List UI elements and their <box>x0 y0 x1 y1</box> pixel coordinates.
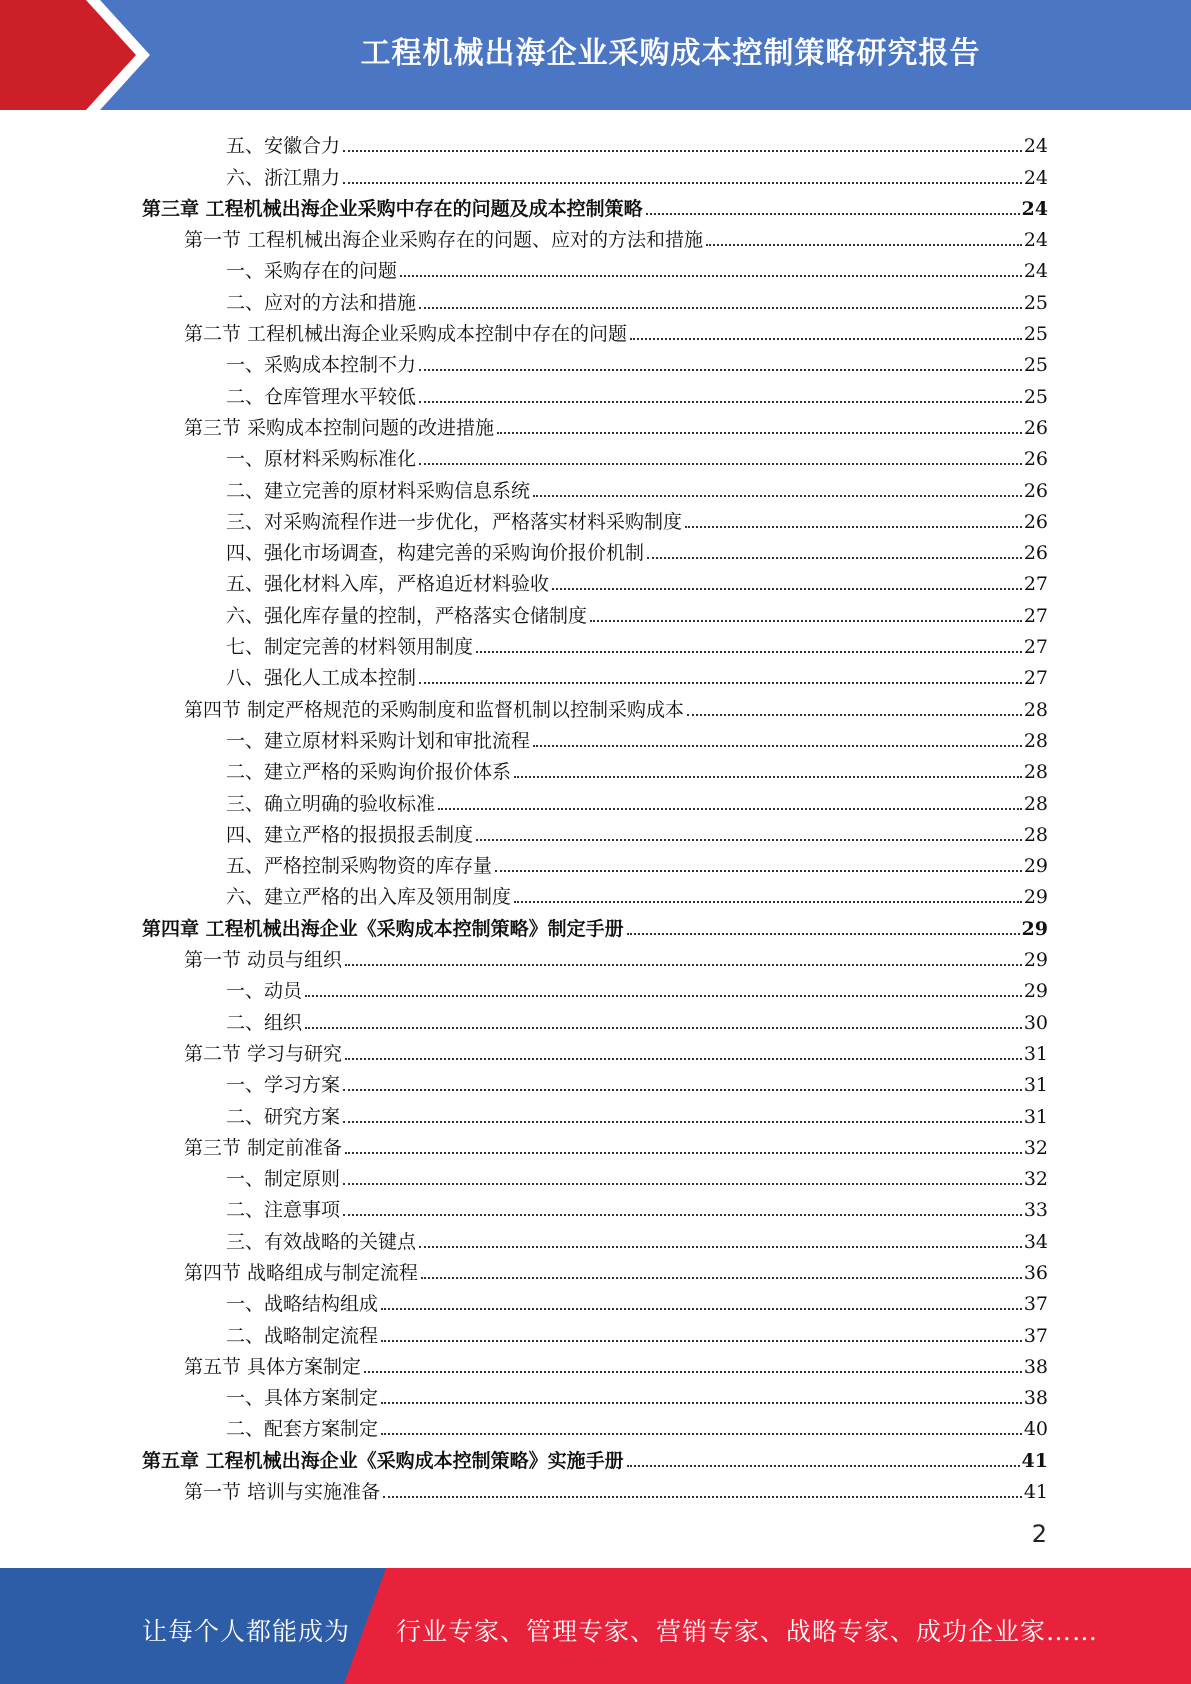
toc-entry-label: 二、建立完善的原材料采购信息系统 <box>226 479 531 502</box>
toc-entry-label: 三、对采购流程作进一步优化，严格落实材料采购制度 <box>226 510 683 533</box>
toc-item-entry[interactable] <box>142 503 1048 534</box>
toc-item-entry[interactable] <box>142 252 1048 283</box>
toc-entry-page: 37 <box>1023 1324 1048 1347</box>
toc-item-entry[interactable] <box>142 816 1048 847</box>
toc-item-entry[interactable] <box>142 346 1048 377</box>
toc-section-entry[interactable] <box>142 1035 1048 1066</box>
toc-dot-leader <box>345 963 1022 966</box>
toc-entry-label: 第一节 动员与组织 <box>184 949 343 972</box>
toc-entry-label: 二、应对的方法和措施 <box>226 291 417 314</box>
report-title: 工程机械出海企业采购成本控制策略研究报告 <box>360 36 981 71</box>
toc-entry-page: 41 <box>1023 1481 1048 1504</box>
toc-entry-page: 27 <box>1023 573 1048 596</box>
toc-entry-label: 四、强化市场调查，构建完善的采购询价报价机制 <box>226 542 645 565</box>
toc-item-entry[interactable] <box>142 534 1048 565</box>
toc-dot-leader <box>646 212 1020 215</box>
toc-item-entry[interactable] <box>142 1160 1048 1191</box>
table-of-contents <box>142 127 1048 1504</box>
toc-entry-page: 25 <box>1023 291 1048 314</box>
toc-entry-page: 27 <box>1023 604 1048 627</box>
toc-entry-label: 六、建立严格的出入库及领用制度 <box>226 886 512 909</box>
toc-entry-label: 二、组织 <box>226 1011 303 1034</box>
toc-entry-page: 29 <box>1021 917 1048 940</box>
toc-entry-page: 24 <box>1021 197 1048 220</box>
toc-entry-page: 27 <box>1023 636 1048 659</box>
toc-entry-label: 一、建立原材料采购计划和审批流程 <box>226 729 531 752</box>
toc-dot-leader <box>383 1495 1022 1498</box>
toc-entry-label: 第四节 战略组成与制定流程 <box>184 1261 419 1284</box>
toc-section-entry[interactable] <box>142 941 1048 972</box>
toc-entry-label: 二、注意事项 <box>226 1199 341 1222</box>
toc-entry-label: 第四节 制定严格规范的采购制度和监督机制以控制采购成本 <box>184 698 685 721</box>
toc-dot-leader <box>381 1307 1022 1310</box>
page-header <box>0 0 1191 110</box>
toc-dot-leader <box>476 838 1022 841</box>
toc-dot-leader <box>476 650 1022 653</box>
toc-entry-label: 一、原材料采购标准化 <box>226 448 417 471</box>
toc-section-entry[interactable] <box>142 1129 1048 1160</box>
toc-section-entry[interactable] <box>142 1473 1048 1504</box>
toc-item-entry[interactable] <box>142 1191 1048 1222</box>
toc-entry-page: 28 <box>1023 761 1048 784</box>
toc-chapter-entry[interactable] <box>142 1441 1048 1472</box>
toc-item-entry[interactable] <box>142 784 1048 815</box>
toc-item-entry[interactable] <box>142 1285 1048 1316</box>
toc-entry-label: 三、确立明确的验收标准 <box>226 792 436 815</box>
toc-entry-label: 一、战略结构组成 <box>226 1293 379 1316</box>
toc-section-entry[interactable] <box>142 1348 1048 1379</box>
toc-entry-label: 二、仓库管理水平较低 <box>226 385 417 408</box>
toc-entry-label: 五、安徽合力 <box>226 135 341 158</box>
toc-entry-page: 34 <box>1023 1230 1048 1253</box>
toc-dot-leader <box>419 1245 1022 1248</box>
toc-entry-page: 26 <box>1023 479 1048 502</box>
toc-dot-leader <box>552 587 1022 590</box>
toc-dot-leader <box>514 775 1022 778</box>
toc-entry-label: 第二节 学习与研究 <box>184 1042 343 1065</box>
toc-dot-leader <box>687 713 1022 716</box>
toc-item-entry[interactable] <box>142 847 1048 878</box>
toc-entry-page: 37 <box>1023 1293 1048 1316</box>
toc-item-entry[interactable] <box>142 1316 1048 1347</box>
toc-dot-leader <box>495 869 1022 872</box>
footer-slogan-left: 让每个人都能成为 <box>142 1617 351 1646</box>
toc-dot-leader <box>343 149 1022 152</box>
toc-entry-label: 第三节 采购成本控制问题的改进措施 <box>184 416 495 439</box>
toc-dot-leader <box>364 1370 1022 1373</box>
toc-entry-label: 第一节 工程机械出海企业采购存在的问题、应对的方法和措施 <box>184 229 704 252</box>
toc-item-entry[interactable] <box>142 596 1048 627</box>
toc-entry-page: 32 <box>1023 1136 1048 1159</box>
toc-entry-page: 25 <box>1023 323 1048 346</box>
toc-entry-label: 二、战略制定流程 <box>226 1324 379 1347</box>
page-footer <box>0 1568 1191 1684</box>
toc-dot-leader <box>343 1088 1022 1091</box>
toc-entry-label: 八、强化人工成本控制 <box>226 667 417 690</box>
toc-item-entry[interactable] <box>142 1066 1048 1097</box>
toc-entry-label: 第五节 具体方案制定 <box>184 1355 362 1378</box>
toc-entry-page: 30 <box>1023 1011 1048 1034</box>
toc-dot-leader <box>627 1464 1020 1467</box>
toc-dot-leader <box>514 900 1022 903</box>
toc-entry-label: 二、建立严格的采购询价报价体系 <box>226 761 512 784</box>
toc-dot-leader <box>381 1432 1022 1435</box>
toc-dot-leader <box>419 681 1022 684</box>
toc-entry-page: 26 <box>1023 510 1048 533</box>
toc-chapter-entry[interactable] <box>142 909 1048 940</box>
toc-entry-label: 第二节 工程机械出海企业采购成本控制中存在的问题 <box>184 323 628 346</box>
toc-entry-label: 一、制定原则 <box>226 1168 341 1191</box>
toc-section-entry[interactable] <box>142 409 1048 440</box>
toc-item-entry[interactable] <box>142 440 1048 471</box>
toc-entry-label: 一、动员 <box>226 980 303 1003</box>
toc-dot-leader <box>419 306 1022 309</box>
toc-item-entry[interactable] <box>142 565 1048 596</box>
toc-item-entry[interactable] <box>142 377 1048 408</box>
toc-entry-page: 40 <box>1023 1418 1048 1441</box>
toc-entry-label: 六、浙江鼎力 <box>226 166 341 189</box>
toc-dot-leader <box>533 494 1022 497</box>
toc-entry-page: 25 <box>1023 354 1048 377</box>
toc-dot-leader <box>381 1339 1022 1342</box>
toc-dot-leader <box>590 619 1022 622</box>
toc-entry-page: 29 <box>1023 886 1048 909</box>
toc-item-entry[interactable] <box>142 1097 1048 1128</box>
toc-item-entry[interactable] <box>142 753 1048 784</box>
toc-entry-page: 28 <box>1023 792 1048 815</box>
toc-entry-page: 38 <box>1023 1387 1048 1410</box>
toc-entry-page: 27 <box>1023 667 1048 690</box>
toc-dot-leader <box>345 1151 1022 1154</box>
toc-entry-label: 第三章 工程机械出海企业采购中存在的问题及成本控制策略 <box>142 197 643 220</box>
toc-dot-leader <box>400 274 1022 277</box>
toc-entry-page: 29 <box>1023 980 1048 1003</box>
toc-entry-page: 29 <box>1023 949 1048 972</box>
header-red-arrow <box>0 0 150 110</box>
toc-entry-label: 一、采购成本控制不力 <box>226 354 417 377</box>
toc-dot-leader <box>627 932 1020 935</box>
toc-item-entry[interactable] <box>142 659 1048 690</box>
toc-entry-label: 第五章 工程机械出海企业《采购成本控制策略》实施手册 <box>142 1449 624 1472</box>
toc-entry-label: 二、配套方案制定 <box>226 1418 379 1441</box>
toc-section-entry[interactable] <box>142 690 1048 721</box>
toc-item-entry[interactable] <box>142 1379 1048 1410</box>
toc-entry-page: 28 <box>1023 823 1048 846</box>
toc-item-entry[interactable] <box>142 878 1048 909</box>
toc-entry-label: 三、有效战略的关键点 <box>226 1230 417 1253</box>
toc-entry-label: 第三节 制定前准备 <box>184 1136 343 1159</box>
toc-dot-leader <box>305 1026 1022 1029</box>
toc-entry-page: 33 <box>1023 1199 1048 1222</box>
toc-entry-page: 29 <box>1023 855 1048 878</box>
toc-entry-page: 24 <box>1023 229 1048 252</box>
toc-entry-page: 25 <box>1023 385 1048 408</box>
toc-item-entry[interactable] <box>142 1003 1048 1034</box>
toc-dot-leader <box>419 400 1022 403</box>
toc-section-entry[interactable] <box>142 315 1048 346</box>
toc-item-entry[interactable] <box>142 722 1048 753</box>
toc-dot-leader <box>381 1401 1022 1404</box>
toc-entry-page: 36 <box>1023 1261 1048 1284</box>
toc-dot-leader <box>345 1057 1022 1060</box>
toc-entry-page: 24 <box>1023 135 1048 158</box>
toc-entry-page: 26 <box>1023 448 1048 471</box>
toc-entry-page: 32 <box>1023 1168 1048 1191</box>
page-number: 2 <box>1031 1520 1047 1548</box>
toc-item-entry[interactable] <box>142 158 1048 189</box>
toc-entry-page: 24 <box>1023 166 1048 189</box>
toc-dot-leader <box>343 1213 1022 1216</box>
toc-entry-label: 六、强化库存量的控制，严格落实仓储制度 <box>226 604 588 627</box>
toc-entry-label: 一、具体方案制定 <box>226 1387 379 1410</box>
toc-section-entry[interactable] <box>142 1254 1048 1285</box>
toc-chapter-entry[interactable] <box>142 190 1048 221</box>
toc-dot-leader <box>706 243 1022 246</box>
toc-dot-leader <box>419 462 1022 465</box>
toc-item-entry[interactable] <box>142 1222 1048 1253</box>
toc-dot-leader <box>647 556 1022 559</box>
toc-entry-page: 28 <box>1023 729 1048 752</box>
toc-item-entry[interactable] <box>142 283 1048 314</box>
toc-entry-label: 七、制定完善的材料领用制度 <box>226 636 474 659</box>
toc-entry-page: 31 <box>1023 1042 1048 1065</box>
toc-entry-page: 31 <box>1023 1074 1048 1097</box>
toc-section-entry[interactable] <box>142 221 1048 252</box>
toc-entry-page: 38 <box>1023 1355 1048 1378</box>
footer-slogan-right: 行业专家、管理专家、营销专家、战略专家、成功企业家…… <box>396 1617 1099 1646</box>
toc-dot-leader <box>438 807 1022 810</box>
toc-dot-leader <box>630 337 1022 340</box>
toc-entry-label: 二、研究方案 <box>226 1105 341 1128</box>
toc-entry-label: 四、建立严格的报损报丢制度 <box>226 823 474 846</box>
toc-entry-page: 31 <box>1023 1105 1048 1128</box>
toc-entry-page: 24 <box>1023 260 1048 283</box>
toc-entry-label: 一、学习方案 <box>226 1074 341 1097</box>
toc-item-entry[interactable] <box>142 1410 1048 1441</box>
toc-entry-label: 一、采购存在的问题 <box>226 260 398 283</box>
toc-entry-label: 第一节 培训与实施准备 <box>184 1481 381 1504</box>
toc-dot-leader <box>305 994 1022 997</box>
toc-item-entry[interactable] <box>142 972 1048 1003</box>
toc-entry-page: 41 <box>1021 1449 1048 1472</box>
toc-entry-label: 五、严格控制采购物资的库存量 <box>226 855 493 878</box>
toc-dot-leader <box>419 368 1022 371</box>
toc-item-entry[interactable] <box>142 471 1048 502</box>
toc-item-entry[interactable] <box>142 127 1048 158</box>
toc-dot-leader <box>685 525 1022 528</box>
toc-dot-leader <box>421 1276 1022 1279</box>
toc-dot-leader <box>497 431 1022 434</box>
toc-dot-leader <box>343 181 1022 184</box>
toc-entry-label: 五、强化材料入库，严格追近材料验收 <box>226 573 550 596</box>
toc-entry-page: 26 <box>1023 542 1048 565</box>
toc-item-entry[interactable] <box>142 628 1048 659</box>
toc-dot-leader <box>533 744 1022 747</box>
toc-entry-page: 28 <box>1023 698 1048 721</box>
toc-dot-leader <box>343 1120 1022 1123</box>
toc-entry-label: 第四章 工程机械出海企业《采购成本控制策略》制定手册 <box>142 917 624 940</box>
toc-entry-page: 26 <box>1023 416 1048 439</box>
toc-dot-leader <box>343 1182 1022 1185</box>
